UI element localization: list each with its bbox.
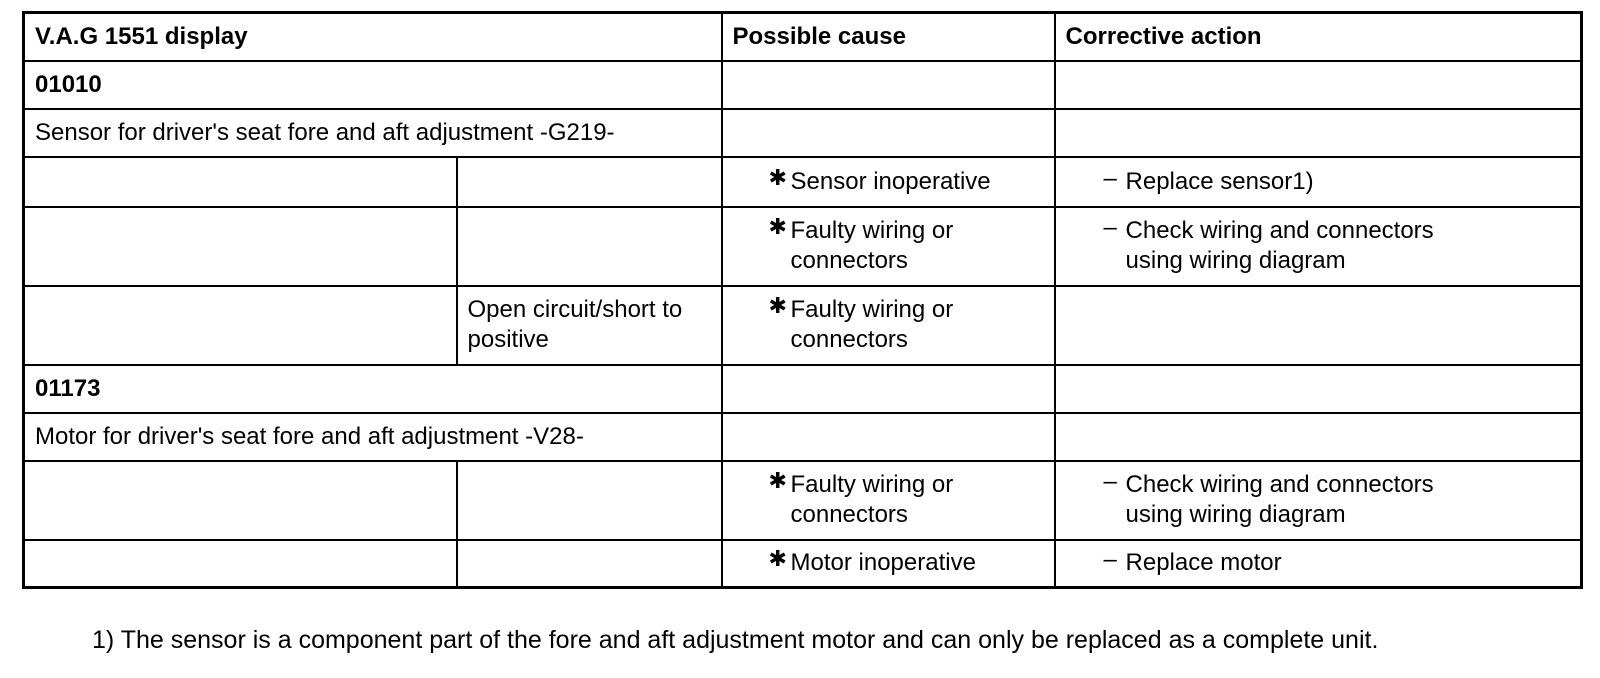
header-display: V.A.G 1551 display [24,13,722,61]
cause-cell [722,157,1055,207]
condition-cell [457,286,722,365]
bullet-icon: ✱ [768,164,787,190]
header-cause: Possible cause [722,13,1055,61]
dash-icon: – [1103,546,1117,574]
empty-cell [24,540,457,588]
dash-icon: – [1103,468,1117,495]
action-cell [1055,207,1582,286]
bullet-icon: ✱ [768,546,787,572]
condition-text: Open circuit/short to [467,296,683,323]
bullet-icon: ✱ [768,293,787,318]
action-text: Check wiring and connectors [1125,471,1434,498]
empty-cell [1055,413,1582,461]
condition-cell [457,157,722,207]
cause-text: connectors [790,501,908,528]
action-text: Replace sensor1) [1125,167,1314,195]
action-cell [1055,540,1582,588]
action-cell [1055,157,1582,207]
empty-cell [24,207,457,286]
empty-cell [722,413,1055,461]
code-row [24,61,1582,109]
action-cell [1055,286,1582,365]
cause-text: connectors [790,326,908,353]
header-row [24,13,1582,61]
empty-cell [24,157,457,207]
cause-cell [722,540,1055,588]
fault-code: 01173 [24,365,722,413]
component-name: Motor for driver's seat fore and aft adjustment -V28- [24,413,722,461]
condition-cell [457,461,722,540]
cause-text: Motor inoperative [790,549,976,577]
footnote: 1) The sensor is a component part of the fore and aft adjustment motor and can only be replaced as a complete unit. [92,626,1379,654]
empty-cell [1055,365,1582,413]
empty-cell [24,286,457,365]
empty-cell [1055,61,1582,109]
action-text: using wiring diagram [1125,501,1346,528]
cause-text: Faulty wiring or [790,471,954,498]
dash-icon: – [1103,164,1117,192]
action-text: Check wiring and connectors [1125,217,1434,244]
component-row [24,109,1582,157]
empty-cell [24,461,457,540]
bullet-icon: ✱ [768,214,787,239]
condition-text: positive [467,326,549,353]
condition-cell [457,540,722,588]
empty-cell [722,365,1055,413]
cause-text: Faulty wiring or [790,217,954,244]
component-name: Sensor for driver's seat fore and aft adjustment -G219- [24,109,722,157]
dash-icon: – [1103,214,1117,241]
cause-text: Faulty wiring or [790,296,954,323]
header-action: Corrective action [1055,13,1582,61]
empty-cell [722,61,1055,109]
code-row [24,365,1582,413]
table-row [24,540,1582,588]
table-row [24,461,1582,540]
table-row [24,207,1582,286]
cause-text: connectors [790,247,908,274]
component-row [24,413,1582,461]
action-text: using wiring diagram [1125,247,1346,274]
bullet-icon: ✱ [768,468,787,493]
cause-cell [722,207,1055,286]
cause-text: Sensor inoperative [790,167,991,195]
empty-cell [1055,109,1582,157]
action-cell [1055,461,1582,540]
table-row [24,157,1582,207]
empty-cell [722,109,1055,157]
table-row [24,286,1582,365]
condition-cell [457,207,722,286]
action-text: Replace motor [1125,549,1282,577]
fault-code: 01010 [24,61,722,109]
cause-cell [722,286,1055,365]
fault-table [22,11,1583,589]
cause-cell [722,461,1055,540]
